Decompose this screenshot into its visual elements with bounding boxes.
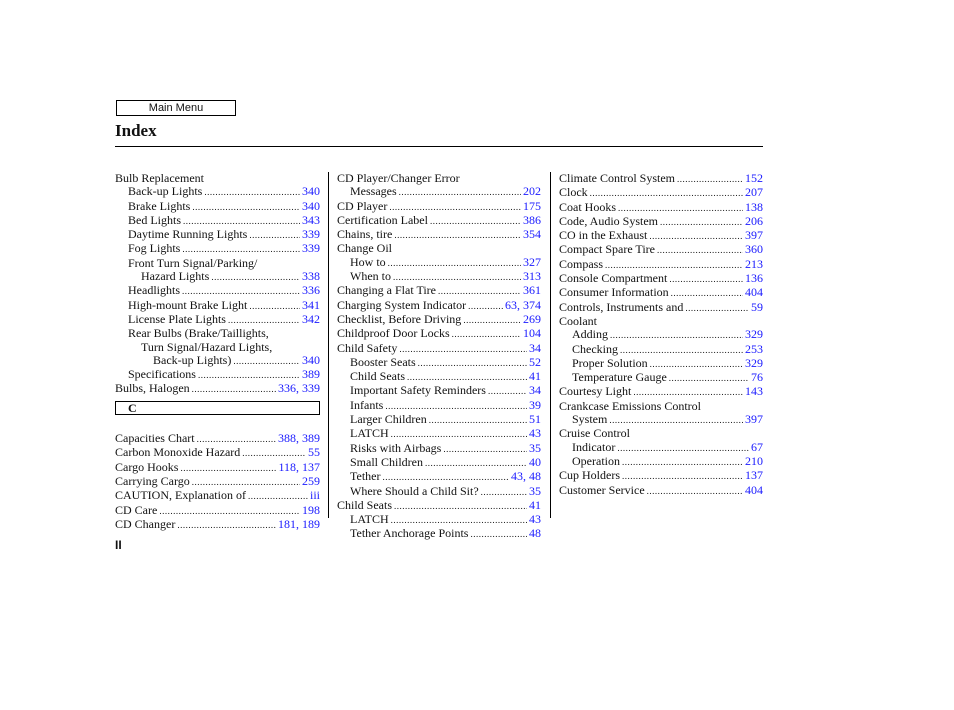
page-reference-links[interactable]: 136 bbox=[745, 272, 763, 286]
index-entry-label: Customer Service bbox=[559, 483, 645, 497]
index-entry bbox=[337, 242, 541, 255]
index-entry[interactable] bbox=[559, 328, 763, 342]
page-reference-links[interactable]: 51 bbox=[529, 413, 541, 427]
dot-leader bbox=[633, 386, 743, 399]
index-entry bbox=[115, 341, 320, 354]
index-entry[interactable] bbox=[337, 427, 541, 441]
page-reference-links[interactable]: 43 bbox=[529, 513, 541, 527]
section-letter-header: C bbox=[115, 401, 320, 415]
index-entry-label: Changing a Flat Tire bbox=[337, 284, 437, 298]
index-entry[interactable] bbox=[337, 499, 541, 513]
index-entry[interactable] bbox=[559, 186, 763, 200]
index-entry-label: Important Safety Reminders bbox=[350, 384, 486, 398]
index-entry[interactable] bbox=[337, 270, 541, 284]
index-entry-label: Temperature Gauge bbox=[572, 371, 667, 385]
index-entry-label: Chains, tire bbox=[337, 228, 393, 242]
dot-leader bbox=[669, 372, 749, 385]
index-entry[interactable] bbox=[337, 356, 541, 370]
page-reference-links[interactable]: 41 bbox=[529, 498, 541, 512]
index-entry-label: Childproof Door Locks bbox=[337, 327, 450, 341]
index-entry-label: Operation bbox=[572, 454, 620, 468]
dot-leader bbox=[671, 287, 743, 300]
index-entry-label: Infants bbox=[350, 398, 384, 412]
page-reference-links[interactable]: 340 bbox=[302, 185, 320, 199]
dot-leader bbox=[425, 457, 527, 470]
page-reference-links[interactable]: 206 bbox=[745, 214, 763, 228]
index-entry-label: Checking bbox=[572, 342, 618, 356]
index-entry[interactable] bbox=[559, 385, 763, 399]
page-reference-links[interactable]: 338 bbox=[302, 270, 320, 284]
dot-leader bbox=[382, 471, 509, 484]
index-entry[interactable] bbox=[559, 172, 763, 186]
index-entry-label: Capacities Chart bbox=[115, 432, 195, 446]
page-reference-links[interactable]: 34 bbox=[529, 341, 541, 355]
index-entry[interactable] bbox=[559, 258, 763, 272]
page-reference-links[interactable]: 342 bbox=[302, 312, 320, 326]
index-entry-label: Indicator bbox=[572, 440, 616, 454]
index-entry[interactable] bbox=[337, 470, 541, 484]
page-reference-links[interactable]: 329 bbox=[745, 356, 763, 370]
index-entry[interactable] bbox=[559, 301, 763, 315]
index-entry-label: Controls, Instruments and bbox=[559, 300, 684, 314]
dot-leader bbox=[394, 229, 521, 242]
index-entry[interactable] bbox=[559, 343, 763, 357]
dot-leader bbox=[443, 443, 527, 456]
page-reference-links[interactable]: 327 bbox=[523, 255, 541, 269]
dot-leader bbox=[452, 328, 521, 341]
index-column-2 bbox=[337, 172, 541, 542]
index-entry-label: Adding bbox=[572, 328, 608, 342]
index-entry-label: Front Turn Signal/Parking/ bbox=[128, 256, 258, 270]
dot-leader bbox=[418, 357, 527, 370]
index-entry-label: Carbon Monoxide Hazard bbox=[115, 446, 241, 460]
index-entry[interactable] bbox=[337, 527, 541, 541]
index-entry[interactable] bbox=[559, 215, 763, 229]
index-entry-label: Fog Lights bbox=[128, 242, 181, 256]
dot-leader bbox=[192, 383, 276, 396]
page-reference-links[interactable]: 40 bbox=[529, 455, 541, 469]
index-entry-label: Tether bbox=[350, 470, 381, 484]
page-reference-links[interactable]: 336 bbox=[302, 284, 320, 298]
index-entry[interactable] bbox=[337, 456, 541, 470]
index-entry-label: Compass bbox=[559, 257, 604, 271]
index-entry[interactable] bbox=[115, 475, 320, 489]
index-entry-label: Specifications bbox=[128, 368, 196, 382]
index-entry[interactable] bbox=[559, 455, 763, 469]
page-reference-links[interactable]: 313 bbox=[523, 270, 541, 284]
dot-leader bbox=[620, 344, 743, 357]
index-column-3 bbox=[559, 172, 763, 498]
page-reference-links[interactable]: 210 bbox=[745, 454, 763, 468]
index-entry-label: LATCH bbox=[350, 513, 389, 527]
index-entry bbox=[559, 427, 763, 440]
dot-leader bbox=[182, 243, 300, 256]
dot-leader bbox=[385, 400, 527, 413]
index-entry[interactable] bbox=[115, 382, 320, 396]
index-entry-label: Proper Solution bbox=[572, 356, 648, 370]
page-reference-links[interactable]: 397 bbox=[745, 229, 763, 243]
dot-leader bbox=[228, 314, 300, 327]
index-entry[interactable] bbox=[559, 201, 763, 215]
page-reference-links[interactable]: 76 bbox=[751, 371, 763, 385]
page-reference-links[interactable]: 67 bbox=[751, 440, 763, 454]
page-reference-links[interactable]: 138 bbox=[745, 200, 763, 214]
index-entry-label: Certification Label bbox=[337, 213, 428, 227]
index-entry[interactable] bbox=[559, 229, 763, 243]
page-reference-links[interactable]: 39 bbox=[529, 398, 541, 412]
index-entry-label: Daytime Running Lights bbox=[128, 228, 248, 242]
index-entry-label: Child Seats bbox=[350, 370, 406, 384]
index-entry[interactable] bbox=[337, 185, 541, 199]
dot-leader bbox=[391, 428, 527, 441]
section-spacer bbox=[115, 419, 320, 432]
page-reference-links[interactable]: 35 bbox=[529, 441, 541, 455]
index-entry-label: Larger Children bbox=[350, 413, 427, 427]
page-reference-links[interactable]: 343 bbox=[302, 213, 320, 227]
page-reference-links[interactable]: 137 bbox=[745, 469, 763, 483]
dot-leader bbox=[429, 414, 527, 427]
dot-leader bbox=[388, 257, 521, 270]
page-reference-links[interactable]: 339 bbox=[302, 242, 320, 256]
page-reference-links[interactable]: 43, 48 bbox=[511, 470, 541, 484]
dot-leader bbox=[605, 259, 743, 272]
dot-leader bbox=[393, 271, 521, 284]
index-entry[interactable] bbox=[115, 504, 320, 518]
index-entry[interactable] bbox=[337, 370, 541, 384]
page-reference-links[interactable]: 152 bbox=[745, 172, 763, 185]
column-divider-2 bbox=[550, 172, 551, 518]
index-entry[interactable] bbox=[337, 413, 541, 427]
index-entry[interactable] bbox=[115, 368, 320, 382]
dot-leader bbox=[438, 285, 521, 298]
page-reference-links[interactable]: 43 bbox=[529, 427, 541, 441]
index-entry-label: Coat Hooks bbox=[559, 200, 616, 214]
index-entry[interactable] bbox=[559, 469, 763, 483]
page-reference-links[interactable]: 175 bbox=[523, 199, 541, 213]
index-entry-label: Bulbs, Halogen bbox=[115, 382, 190, 396]
index-entry-label: Messages bbox=[350, 185, 397, 199]
index-entry bbox=[115, 257, 320, 270]
page-reference-links[interactable]: 340 bbox=[302, 199, 320, 213]
dot-leader bbox=[407, 371, 527, 384]
index-entry-label: CD Player/Changer Error bbox=[337, 172, 460, 185]
page-reference-links[interactable]: 48 bbox=[529, 527, 541, 541]
dot-leader bbox=[391, 514, 527, 527]
dot-leader bbox=[622, 470, 743, 483]
dot-leader bbox=[177, 519, 276, 532]
dot-leader bbox=[622, 456, 743, 469]
page-reference-links[interactable]: 41 bbox=[529, 370, 541, 384]
index-column-1 bbox=[115, 172, 320, 532]
page-reference-links[interactable]: iii bbox=[309, 489, 320, 503]
index-entry-label: Headlights bbox=[128, 284, 180, 298]
page-reference-links[interactable]: 404 bbox=[745, 483, 763, 497]
index-entry[interactable] bbox=[115, 228, 320, 242]
index-entry bbox=[559, 315, 763, 328]
page-reference-links[interactable]: 389 bbox=[302, 368, 320, 382]
index-entry[interactable] bbox=[337, 313, 541, 327]
dot-leader bbox=[389, 201, 521, 214]
page-reference-links[interactable]: 253 bbox=[745, 342, 763, 356]
index-entry-label: CD Changer bbox=[115, 517, 176, 531]
dot-leader bbox=[618, 202, 743, 215]
main-menu-button[interactable]: Main Menu bbox=[116, 100, 236, 116]
dot-leader bbox=[610, 329, 743, 342]
dot-leader bbox=[481, 486, 527, 499]
dot-leader bbox=[685, 302, 749, 315]
index-entry[interactable] bbox=[337, 256, 541, 270]
index-entry[interactable] bbox=[559, 413, 763, 427]
index-entry[interactable] bbox=[115, 432, 320, 446]
index-entry[interactable] bbox=[337, 399, 541, 413]
index-entry[interactable] bbox=[337, 200, 541, 214]
index-entry[interactable] bbox=[115, 489, 320, 503]
index-entry-label: Clock bbox=[559, 186, 588, 200]
index-entry-label: When to bbox=[350, 270, 391, 284]
page-reference-links[interactable]: 118, 137 bbox=[278, 460, 320, 474]
index-entry[interactable] bbox=[559, 441, 763, 455]
dot-leader bbox=[399, 186, 521, 199]
index-entry[interactable] bbox=[115, 299, 320, 313]
index-entry[interactable] bbox=[337, 299, 541, 313]
index-entry-label: Console Compartment bbox=[559, 272, 668, 286]
page-reference-links[interactable]: 59 bbox=[751, 300, 763, 314]
page-reference-links[interactable]: 341 bbox=[302, 298, 320, 312]
page-reference-links[interactable]: 386 bbox=[523, 213, 541, 227]
dot-leader bbox=[192, 476, 300, 489]
index-entry-label: CD Player bbox=[337, 199, 388, 213]
page-reference-links[interactable]: 269 bbox=[523, 312, 541, 326]
dot-leader bbox=[677, 173, 743, 186]
index-entry-label: Climate Control System bbox=[559, 172, 675, 185]
index-entry-label: Coolant bbox=[559, 314, 597, 328]
dot-leader bbox=[669, 273, 743, 286]
index-entry[interactable] bbox=[337, 342, 541, 356]
index-entry[interactable] bbox=[337, 442, 541, 456]
index-entry-label: System bbox=[572, 413, 608, 427]
index-entry-label: Change Oil bbox=[337, 242, 392, 256]
index-entry-label: Bed Lights bbox=[128, 213, 181, 227]
page-reference-links[interactable]: 340 bbox=[302, 353, 320, 367]
index-entry bbox=[337, 172, 541, 185]
page-reference-links[interactable]: 354 bbox=[523, 228, 541, 242]
index-entry-label: Tether Anchorage Points bbox=[350, 527, 469, 541]
index-entry-label: License Plate Lights bbox=[128, 312, 226, 326]
index-entry-label: Bulb Replacement bbox=[115, 172, 204, 185]
index-entry-label: Risks with Airbags bbox=[350, 441, 442, 455]
dot-leader bbox=[430, 215, 521, 228]
dot-leader bbox=[182, 285, 300, 298]
index-entry[interactable] bbox=[559, 484, 763, 498]
index-entry bbox=[115, 327, 320, 340]
index-entry-label: Charging System Indicator bbox=[337, 298, 467, 312]
page-reference-links[interactable]: 55 bbox=[308, 446, 320, 460]
page-reference-links[interactable]: 52 bbox=[529, 355, 541, 369]
page-reference-links[interactable]: 63, 374 bbox=[505, 298, 541, 312]
index-entry-label: Back-up Lights) bbox=[153, 353, 232, 367]
index-entry-label: Brake Lights bbox=[128, 199, 191, 213]
index-entry[interactable] bbox=[559, 357, 763, 371]
index-entry bbox=[559, 400, 763, 413]
page-reference-links[interactable]: 202 bbox=[523, 185, 541, 199]
page-reference-links[interactable]: 104 bbox=[523, 327, 541, 341]
page-reference-links[interactable]: 259 bbox=[302, 474, 320, 488]
dot-leader bbox=[394, 500, 527, 513]
index-entry-label: How to bbox=[350, 255, 386, 269]
index-entry-label: Child Safety bbox=[337, 341, 398, 355]
dot-leader bbox=[470, 528, 527, 541]
index-entry-label: CD Care bbox=[115, 503, 158, 517]
column-divider-1 bbox=[328, 172, 329, 518]
page-reference-links[interactable]: 198 bbox=[302, 503, 320, 517]
index-entry[interactable] bbox=[115, 313, 320, 327]
dot-leader bbox=[249, 300, 300, 313]
page-reference-links[interactable]: 404 bbox=[745, 286, 763, 300]
dot-leader bbox=[197, 433, 276, 446]
index-entry-label: Small Children bbox=[350, 455, 423, 469]
index-entry-label: CO in the Exhaust bbox=[559, 229, 648, 243]
index-entry-label: Booster Seats bbox=[350, 355, 416, 369]
index-entry[interactable] bbox=[115, 284, 320, 298]
index-entry[interactable] bbox=[559, 286, 763, 300]
dot-leader bbox=[488, 385, 527, 398]
page-reference-links[interactable]: 388, 389 bbox=[278, 432, 320, 446]
dot-leader bbox=[180, 462, 276, 475]
page-reference-links[interactable]: 34 bbox=[529, 384, 541, 398]
index-entry-label: CAUTION, Explanation of bbox=[115, 489, 246, 503]
index-entry[interactable] bbox=[115, 461, 320, 475]
dot-leader bbox=[249, 229, 300, 242]
dot-leader bbox=[159, 505, 300, 518]
dot-leader bbox=[248, 490, 308, 503]
dot-leader bbox=[609, 414, 743, 427]
index-entry-label: Child Seats bbox=[337, 498, 393, 512]
page-reference-links[interactable]: 361 bbox=[523, 284, 541, 298]
page-reference-links[interactable]: 207 bbox=[745, 186, 763, 200]
index-entry-label: Cup Holders bbox=[559, 469, 620, 483]
index-entry-label: High-mount Brake Light bbox=[128, 298, 248, 312]
page-reference-links[interactable]: 213 bbox=[745, 257, 763, 271]
index-entry-label: Hazard Lights bbox=[141, 270, 210, 284]
index-entry-label: Courtesy Light bbox=[559, 385, 632, 399]
page-reference-links[interactable]: 339 bbox=[302, 228, 320, 242]
page-title: Index bbox=[115, 121, 157, 140]
dot-leader bbox=[590, 187, 743, 200]
dot-leader bbox=[649, 230, 743, 243]
dot-leader bbox=[198, 369, 300, 382]
index-entry-label: Compact Spare Tire bbox=[559, 243, 655, 257]
index-entry-label: Cruise Control bbox=[559, 427, 630, 441]
page-reference-links[interactable]: 35 bbox=[529, 484, 541, 498]
index-entry[interactable] bbox=[115, 518, 320, 532]
index-entry-label: Crankcase Emissions Control bbox=[559, 399, 701, 413]
index-entry[interactable] bbox=[337, 284, 541, 298]
dot-leader bbox=[660, 216, 743, 229]
index-entry-label: Turn Signal/Hazard Lights, bbox=[141, 340, 273, 354]
dot-leader bbox=[657, 244, 743, 257]
index-entry bbox=[115, 172, 320, 185]
dot-leader bbox=[211, 271, 300, 284]
index-entry[interactable] bbox=[337, 327, 541, 341]
title-divider bbox=[115, 146, 763, 147]
page-reference-links[interactable]: 143 bbox=[745, 385, 763, 399]
dot-leader bbox=[192, 201, 300, 214]
dot-leader bbox=[242, 447, 306, 460]
index-entry[interactable] bbox=[337, 513, 541, 527]
page-reference-links[interactable]: 181, 189 bbox=[278, 517, 320, 531]
index-entry-label: Consumer Information bbox=[559, 286, 669, 300]
index-entry-label: LATCH bbox=[350, 427, 389, 441]
page-reference-links[interactable]: 329 bbox=[745, 328, 763, 342]
index-entry[interactable] bbox=[559, 371, 763, 385]
index-entry-label: Checklist, Before Driving bbox=[337, 312, 462, 326]
index-entry-label: Back-up Lights bbox=[128, 185, 203, 199]
dot-leader bbox=[183, 215, 300, 228]
page-reference-links[interactable]: 397 bbox=[745, 413, 763, 427]
index-entry[interactable] bbox=[115, 270, 320, 284]
index-entry-label: Rear Bulbs (Brake/Taillights, bbox=[128, 327, 269, 341]
index-entry[interactable] bbox=[337, 384, 541, 398]
index-entry[interactable] bbox=[115, 200, 320, 214]
dot-leader bbox=[647, 485, 743, 498]
index-entry-label: Carrying Cargo bbox=[115, 474, 190, 488]
dot-leader bbox=[468, 300, 503, 313]
index-entry-label: Cargo Hooks bbox=[115, 460, 179, 474]
dot-leader bbox=[617, 442, 749, 455]
dot-leader bbox=[399, 343, 527, 356]
dot-leader bbox=[463, 314, 521, 327]
index-entry-label: Where Should a Child Sit? bbox=[350, 484, 479, 498]
index-entry[interactable] bbox=[115, 446, 320, 460]
index-entry-label: Code, Audio System bbox=[559, 214, 659, 228]
dot-leader bbox=[204, 186, 300, 199]
index-entry[interactable] bbox=[559, 272, 763, 286]
index-entry[interactable] bbox=[115, 354, 320, 368]
index-entry[interactable] bbox=[115, 214, 320, 228]
index-entry[interactable] bbox=[337, 228, 541, 242]
index-entry[interactable] bbox=[115, 242, 320, 256]
index-entry[interactable] bbox=[559, 243, 763, 257]
page-number: II bbox=[115, 538, 122, 552]
index-entry[interactable] bbox=[115, 185, 320, 199]
index-entry[interactable] bbox=[337, 214, 541, 228]
index-entry[interactable] bbox=[337, 485, 541, 499]
dot-leader bbox=[233, 355, 300, 368]
page-reference-links[interactable]: 360 bbox=[745, 243, 763, 257]
page-reference-links[interactable]: 336, 339 bbox=[278, 382, 320, 396]
dot-leader bbox=[650, 358, 743, 371]
